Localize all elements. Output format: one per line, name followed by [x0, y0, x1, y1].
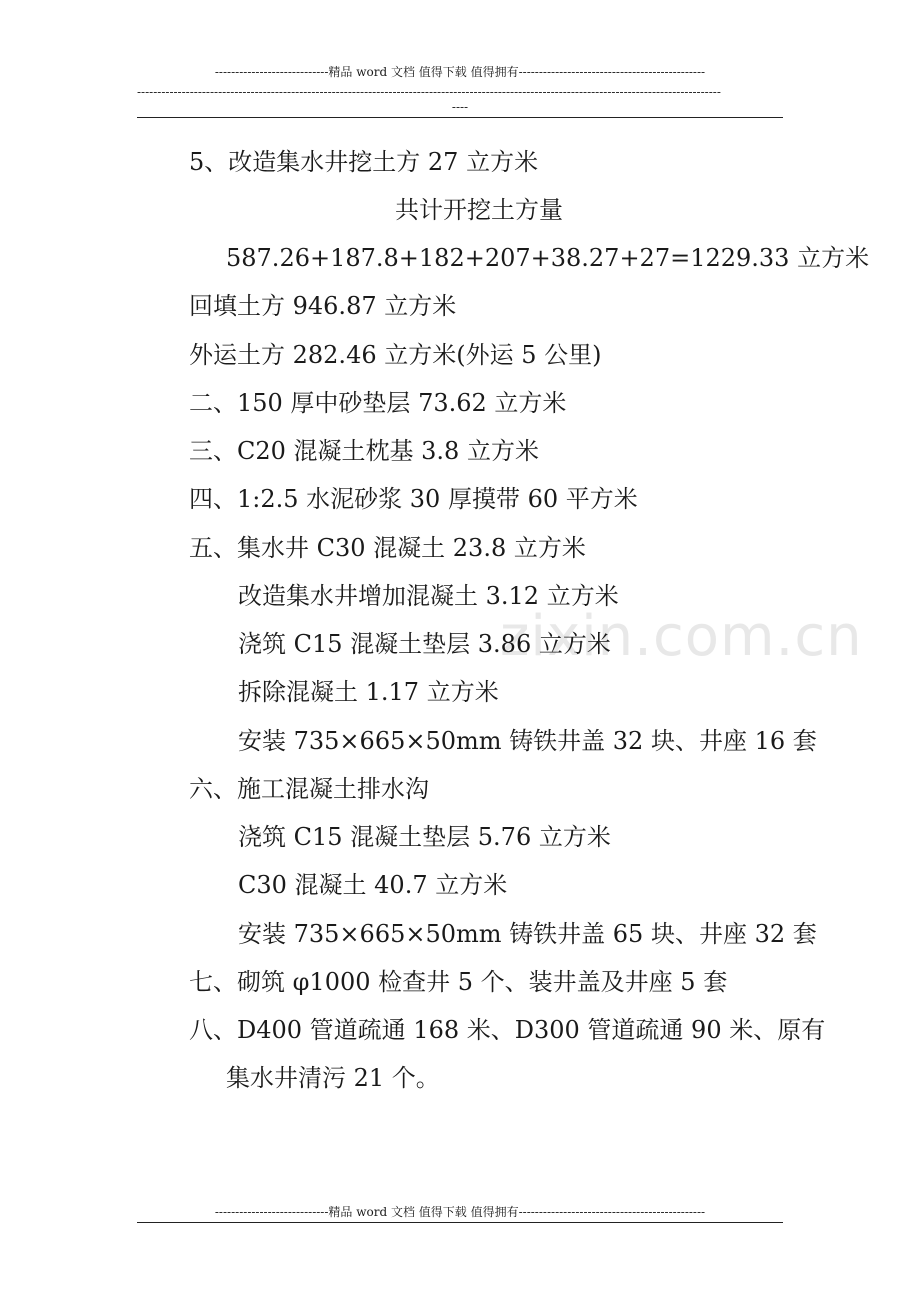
- watermark: zixin.com.cn: [500, 604, 863, 669]
- text-line: C30 混凝土 40.7 立方米: [238, 871, 508, 899]
- text-line: 五、集水井 C30 混凝土 23.8 立方米: [189, 534, 586, 562]
- text-line: 外运土方 282.46 立方米(外运 5 公里): [189, 341, 602, 369]
- text-line: 浇筑 C15 混凝土垫层 3.86 立方米: [238, 630, 611, 658]
- header-divider: [137, 117, 783, 118]
- text-line: 浇筑 C15 混凝土垫层 5.76 立方米: [238, 823, 611, 851]
- text-line: 拆除混凝土 1.17 立方米: [238, 678, 499, 706]
- header-banner-text: ----------------------------精品 word 文档 值得下载 值得拥有----------------------------------------------: [214, 65, 706, 79]
- text-line: 改造集水井增加混凝土 3.12 立方米: [238, 582, 619, 610]
- text-line: 5、改造集水井挖土方 27 立方米: [189, 148, 539, 176]
- header-dash-line: ------------------------------------------------------------------------------------------------------------------------------------------------: [137, 85, 721, 99]
- text-line: 回填土方 946.87 立方米: [189, 292, 457, 320]
- text-line: 三、C20 混凝土枕基 3.8 立方米: [189, 437, 539, 465]
- footer-banner-text: ----------------------------精品 word 文档 值得下载 值得拥有----------------------------------------------: [214, 1205, 706, 1219]
- text-line: 六、施工混凝土排水沟: [189, 775, 429, 803]
- text-line: 八、D400 管道疏通 168 米、D300 管道疏通 90 米、原有: [189, 1016, 826, 1044]
- text-line: 七、砌筑 φ1000 检查井 5 个、装井盖及井座 5 套: [189, 968, 728, 996]
- text-line: 587.26+187.8+182+207+38.27+27=1229.33 立方米: [226, 244, 870, 272]
- text-line: 安装 735×665×50mm 铸铁井盖 32 块、井座 16 套: [238, 727, 817, 755]
- text-line-heading: 共计开挖土方量: [395, 196, 563, 224]
- footer-divider: [137, 1222, 783, 1223]
- page-header: [137, 62, 783, 112]
- text-line: 安装 735×665×50mm 铸铁井盖 65 块、井座 32 套: [238, 920, 817, 948]
- text-line: 二、150 厚中砂垫层 73.62 立方米: [189, 389, 567, 417]
- header-dash-tail: ----: [451, 100, 469, 114]
- text-line: 集水井清污 21 个。: [226, 1064, 440, 1092]
- text-line: 四、1:2.5 水泥砂浆 30 厚摸带 60 平方米: [189, 485, 638, 513]
